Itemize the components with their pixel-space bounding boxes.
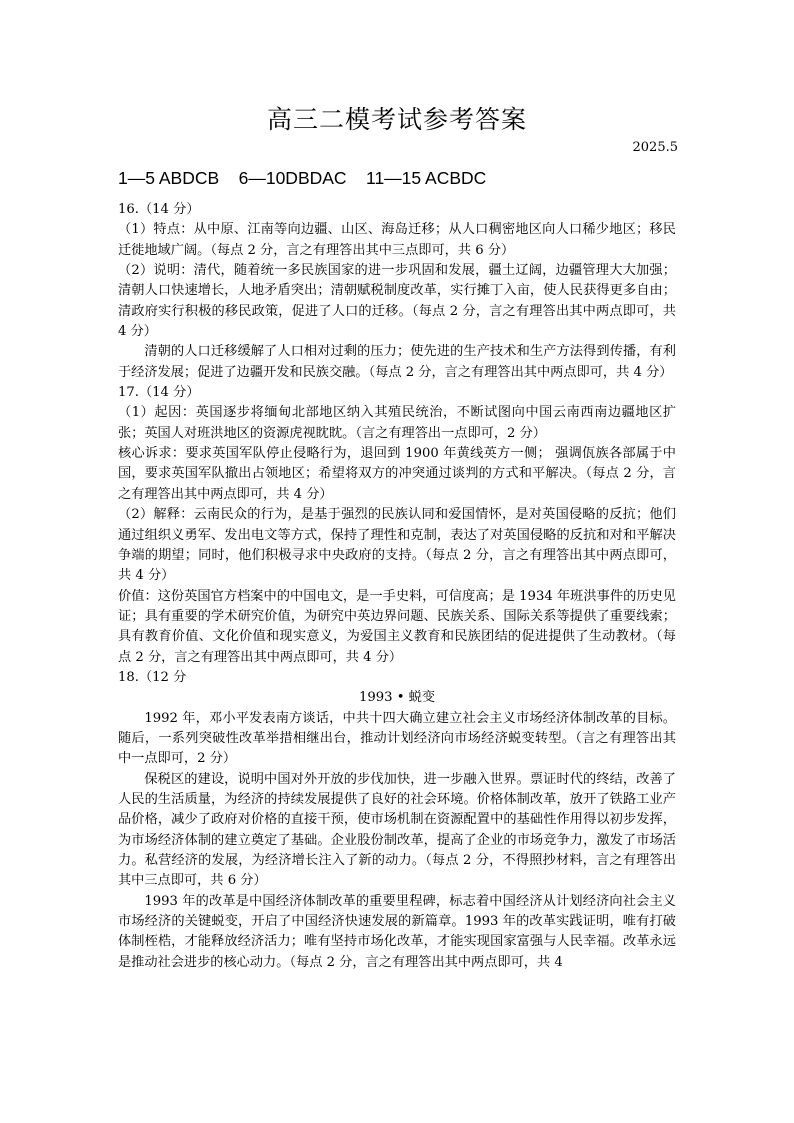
q18-header: 18.（12 分 (118, 669, 187, 685)
q17-part1: （1）起因：英国逐步将缅甸北部地区纳入其殖民统治，不断试图向中国云南西南边疆地区扩张；英国人对班洪地区的资源虎视眈眈。（言之有理答出一点即可，2 分） (118, 405, 676, 441)
q16-header: 16.（14 分） (118, 202, 200, 217)
q17-part2: 核心诉求：要求英国军队停止侵略行为，退回到 1900 年黄线英方一侧； 强调佤族各部属于中国，要求英国军队撤出占领地区；希望将双方的冲突通过谈判的方式和平解决。（每点 2 分，言之有理答出其中两点即可，共 4 分） (118, 446, 676, 502)
answer-body (118, 200, 676, 973)
q18-essay-title: 1993 • 蜕变 (358, 690, 436, 706)
q17-part4: 价值：这份英国官方档案中的中国电文，是一手史料，可信度高；是 1934 年班洪事件的历史见证；具有重要的学术研究价值，为研究中英边界问题、民族关系、国际关系等提供了重要线索；具有教育价值、文化价值和现实意义，为爱国主义教育和民族团结的促进提供了生动教材。（每点 2 分，言之有理答出其中两点即可，共 4 分） (118, 588, 676, 665)
q16-part2: （2）说明：清代，随着统一多民族国家的进一步巩固和发展，疆土辽阔，边疆管理大大加强；清朝人口快速增长，人地矛盾突出；清朝赋税制度改革，实行摊丁入亩，使人民获得更多自由；清政府实行积极的移民政策，促进了人口的迁移。（每点 2 分，言之有理答出其中两点即可，共 4 分） (118, 263, 676, 340)
page-title: 高三二模考试参考答案 (266, 105, 527, 134)
q17-header: 17.（14 分） (118, 385, 200, 401)
q16-part1: （1）特点：从中原、江南等向边疆、山区、海岛迁移；从人口稠密地区向人口稀少地区；移民迁徙地域广阔。（每点 2 分，言之有理答出其中三点即可，共 6 分） (118, 222, 676, 258)
q16-part3: 清朝的人口迁移缓解了人口相对过剩的压力；使先进的生产技术和生产方法得到传播，有利于经济发展；促进了边疆开发和民族交融。（每点 2 分，言之有理答出其中两点即可，共 4 分） (118, 344, 676, 380)
q17-part3: （2）解释：云南民众的行为，是基于强烈的民族认同和爱国情怀，是对英国侵略的反抗；他们通过组织义勇军、发出电文等方式，保持了理性和克制，表达了对英国侵略的反抗和对和平解决争端的期望；同时，他们积极寻求中央政府的支持。（每点 2 分，言之有理答出其中两点即可，共 4 分） (118, 507, 676, 584)
q18-paragraph1: 1992 年，邓小平发表南方谈话，中共十四大确立建立社会主义市场经济体制改革的目标。随后，一系列突破性改革举措相继出台，推动计划经济向市场经济蜕变转型。（言之有理答出其中一点即可，2 分） (118, 710, 676, 767)
q18-paragraph3: 1993 年的改革是中国经济体制改革的重要里程碑，标志着中国经济从计划经济向社会主义市场经济的关键蜕变，开启了中国经济快速发展的新篇章。1993 年的改革实践证明，唯有打破体制桎梏，才能释放经济活力；唯有坚持市场化改革，才能实现国家富强与人民幸福。改革永远是推动社会进步的核心动力。（每点 2 分，言之有理答出其中两点即可，共 4 (118, 893, 676, 970)
q18-paragraph2: 保税区的建设，说明中国对外开放的步伐加快，进一步融入世界。票证时代的终结，改善了人民的生活质量，为经济的持续发展提供了良好的社会环境。价格体制改革，放开了铁路工业产品价格，减少了政府对价格的直接干预，使市场机制在资源配置中的基础性作用得以初步发挥，为市场经济体制的建立奠定了基础。企业股份制改革，提高了企业的市场竞争力，激发了市场活力。私营经济的发展，为经济增长注入了新的动力。（每点 2 分，不得照抄材料，言之有理答出其中三点即可，共 6 分） (118, 771, 676, 889)
choice-answers: 1—5 ABDCB 6—10DBDAC 11—15 ACBDC (118, 168, 487, 188)
exam-date: 2025.5 (632, 140, 678, 155)
